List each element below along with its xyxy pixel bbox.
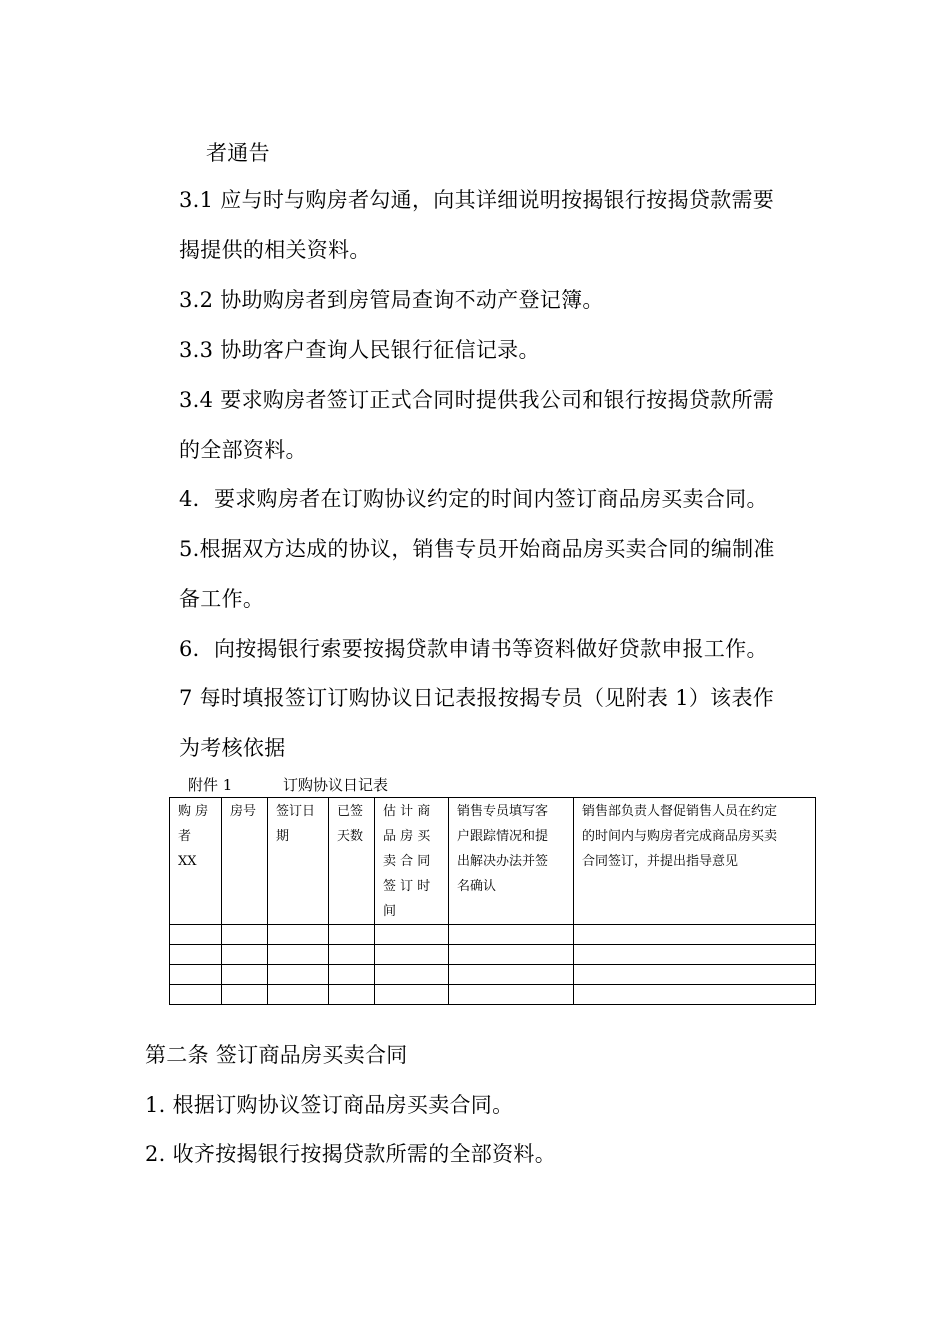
paragraph-continuation: 者通告 bbox=[206, 141, 270, 165]
table-cell bbox=[449, 985, 574, 1005]
paragraph-3-1-line1: 3.1 应与时与购房者勾通，向其详细说明按揭银行按揭贷款需要 bbox=[179, 188, 775, 212]
table-cell bbox=[574, 945, 816, 965]
table-cell bbox=[375, 945, 449, 965]
table-cell bbox=[574, 925, 816, 945]
order-agreement-log-table bbox=[169, 797, 816, 1005]
table-cell bbox=[222, 925, 268, 945]
table-cell bbox=[329, 965, 375, 985]
section-2-item-1: 1. 根据订购协议签订商品房买卖合同。 bbox=[145, 1093, 514, 1117]
table-cell bbox=[375, 985, 449, 1005]
table-cell bbox=[268, 945, 329, 965]
table-cell bbox=[449, 965, 574, 985]
table-row bbox=[170, 965, 816, 985]
table-cell bbox=[574, 965, 816, 985]
paragraph-7-line1: 7 每时填报签订订购协议日记表报按揭专员（见附表 1）该表作 bbox=[179, 686, 775, 710]
paragraph-3-3: 3.3 协助客户查询人民银行征信记录。 bbox=[179, 338, 540, 362]
table-cell bbox=[170, 945, 222, 965]
paragraph-3-4-line2: 的全部资料。 bbox=[179, 438, 307, 462]
table-cell bbox=[329, 945, 375, 965]
table-header-cell: 签订日 期 bbox=[268, 798, 329, 925]
table-cell bbox=[449, 945, 574, 965]
table-cell bbox=[375, 925, 449, 945]
paragraph-7-line2: 为考核依据 bbox=[179, 736, 286, 760]
paragraph-6: 6．向按揭银行索要按揭贷款申请书等资料做好贷款申报工作。 bbox=[179, 637, 768, 661]
attachment-label: 附件 1 bbox=[188, 776, 233, 794]
section-2-heading: 第二条 签订商品房买卖合同 bbox=[145, 1043, 408, 1067]
table-header-cell: 销售专员填写客 户跟踪情况和提 出解决办法并签 名确认 bbox=[449, 798, 574, 925]
table-cell bbox=[329, 985, 375, 1005]
table-title: 订购协议日记表 bbox=[283, 776, 389, 794]
table-cell bbox=[329, 925, 375, 945]
section-2-item-2: 2. 收齐按揭银行按揭贷款所需的全部资料。 bbox=[145, 1142, 557, 1166]
paragraph-5-line1: 5.根据双方达成的协议，销售专员开始商品房买卖合同的编制准 bbox=[179, 537, 775, 561]
table-header-cell: 已签 天数 bbox=[329, 798, 375, 925]
paragraph-4: 4．要求购房者在订购协议约定的时间内签订商品房买卖合同。 bbox=[179, 487, 768, 511]
table-header-row bbox=[170, 798, 816, 925]
paragraph-5-line2: 备工作。 bbox=[179, 587, 265, 611]
paragraph-3-1-line2: 揭提供的相关资料。 bbox=[179, 238, 371, 262]
table-cell bbox=[375, 965, 449, 985]
table-cell bbox=[170, 985, 222, 1005]
table-header-cell: 估 计 商 品 房 买 卖 合 同 签 订 时 间 bbox=[375, 798, 449, 925]
table-row bbox=[170, 925, 816, 945]
table-cell bbox=[222, 945, 268, 965]
table-cell bbox=[170, 925, 222, 945]
table-row bbox=[170, 945, 816, 965]
table-row bbox=[170, 985, 816, 1005]
table-body bbox=[170, 798, 816, 1005]
paragraph-3-4-line1: 3.4 要求购房者签订正式合同时提供我公司和银行按揭贷款所需 bbox=[179, 388, 775, 412]
table-cell bbox=[268, 965, 329, 985]
table-header-cell: 购 房 者 XX bbox=[170, 798, 222, 925]
table-header-cell: 房号 bbox=[222, 798, 268, 925]
table-cell bbox=[574, 985, 816, 1005]
table-cell bbox=[449, 925, 574, 945]
table-cell bbox=[222, 985, 268, 1005]
table-header-cell: 销售部负责人督促销售人员在约定 的时间内与购房者完成商品房买卖 合同签订，并提出指导意见 bbox=[574, 798, 816, 925]
table-cell bbox=[268, 985, 329, 1005]
paragraph-3-2: 3.2 协助购房者到房管局查询不动产登记簿。 bbox=[179, 288, 604, 312]
table-cell bbox=[170, 965, 222, 985]
table-cell bbox=[268, 925, 329, 945]
table-cell bbox=[222, 965, 268, 985]
